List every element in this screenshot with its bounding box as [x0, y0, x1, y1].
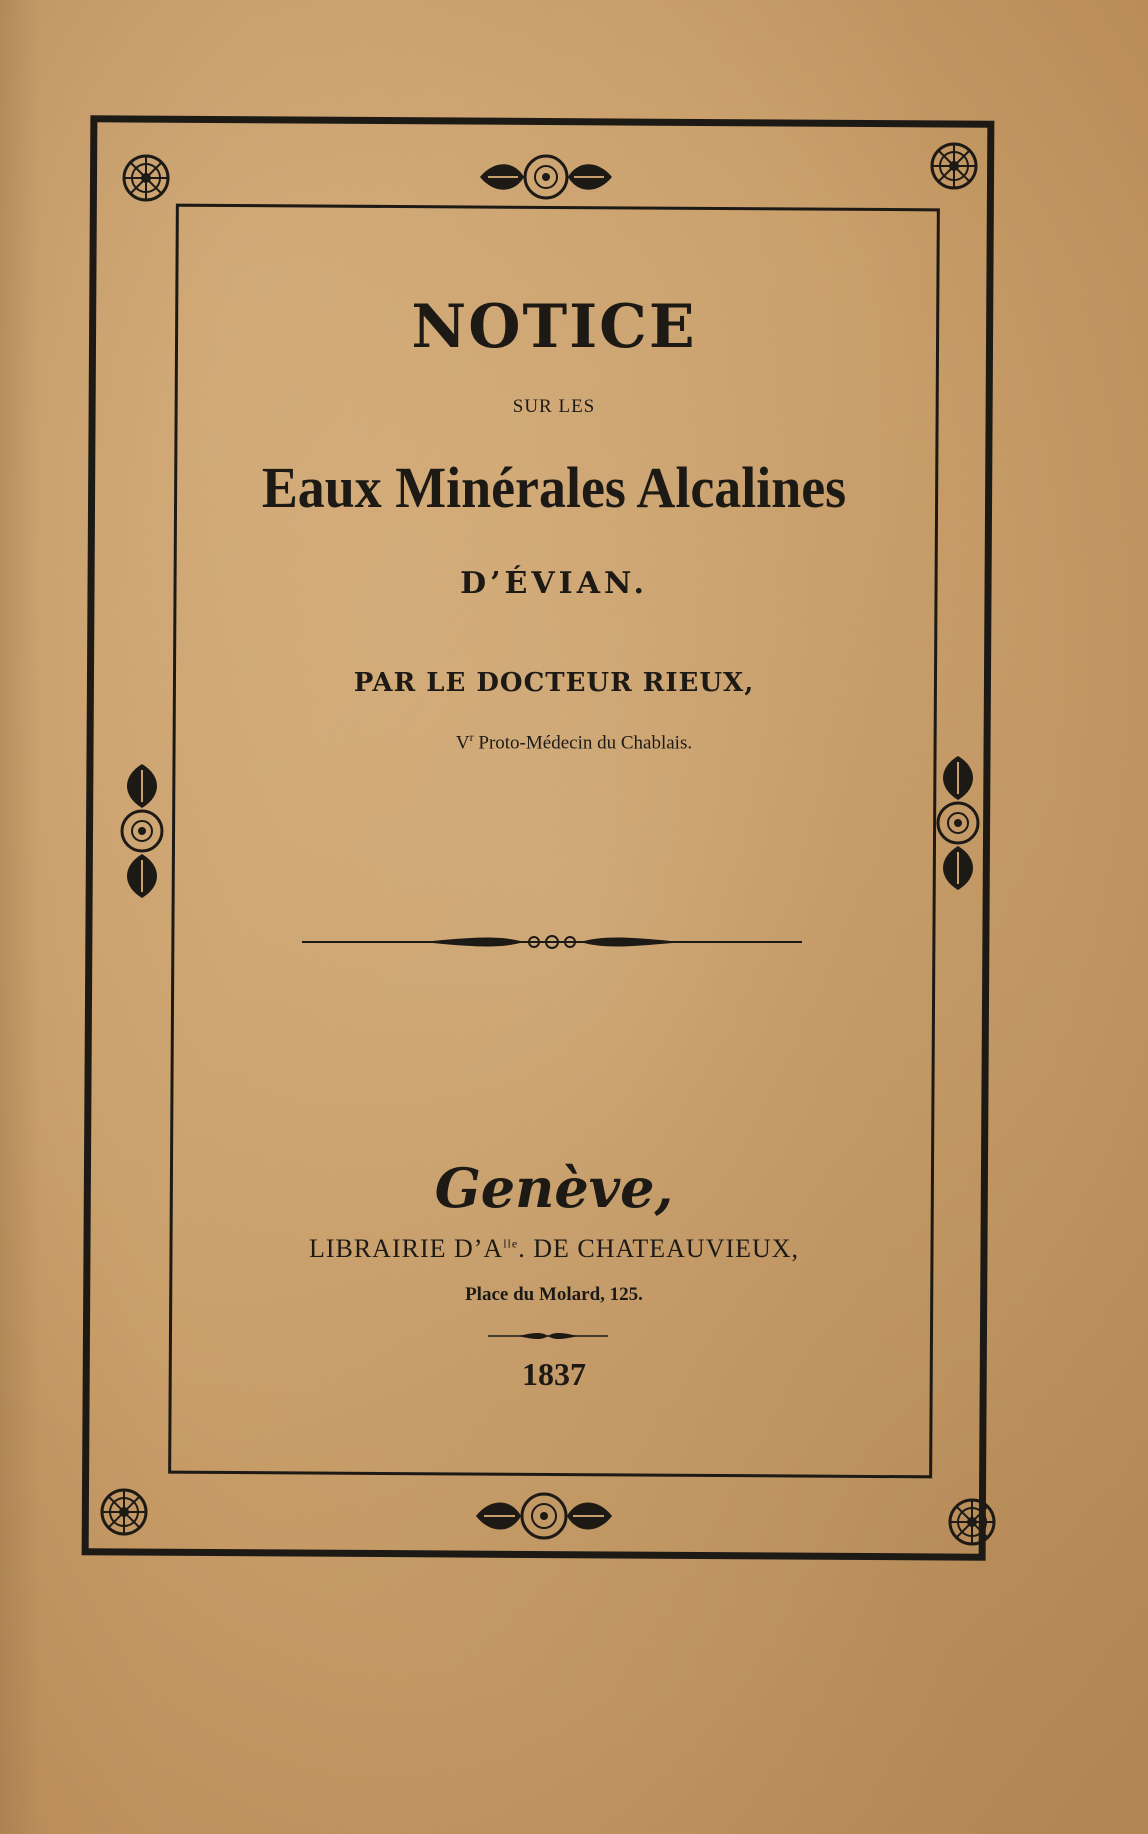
author-title-rest: Proto-Médecin du Chablais.: [473, 732, 693, 754]
publication-year: 1837: [522, 1356, 586, 1392]
author-title-superscript: r: [469, 730, 474, 744]
palmette-column-icon: [932, 752, 984, 894]
palmette-rosette-icon: [470, 1488, 618, 1544]
rosette-icon: [944, 1494, 1000, 1550]
publisher-rest: . DE CHATEAUVIEUX,: [518, 1234, 800, 1263]
rosette-icon: [926, 138, 982, 194]
place-heading: D’ÉVIAN.: [460, 566, 648, 601]
palmette-rosette-icon: [474, 150, 618, 204]
paper-edge-wear: [0, 0, 40, 1834]
author-line: PAR LE DOCTEUR RIEUX,: [353, 668, 755, 698]
publisher-superscript: lle: [503, 1236, 519, 1251]
title-page-text: [172, 206, 936, 1476]
rosette-icon: [118, 150, 174, 206]
publisher-prefix: LIBRAIRIE D’A: [308, 1234, 504, 1263]
rosette-icon: [96, 1484, 152, 1540]
ornamental-rule-icon: [488, 1328, 608, 1344]
author-title: [212, 730, 936, 754]
city-heading: Genève,: [434, 1156, 674, 1220]
address-line: Place du Molard, 125.: [465, 1284, 643, 1305]
subject-heading: Eaux Minérales Alcalines: [261, 455, 847, 520]
subtitle-connector: SUR LES: [512, 396, 596, 417]
palmette-column-icon: [116, 760, 168, 902]
author-title-prefix: V: [455, 732, 470, 754]
ornamental-rule-icon: [302, 930, 802, 954]
publisher-line: [132, 1234, 976, 1264]
title: NOTICE: [411, 292, 697, 362]
